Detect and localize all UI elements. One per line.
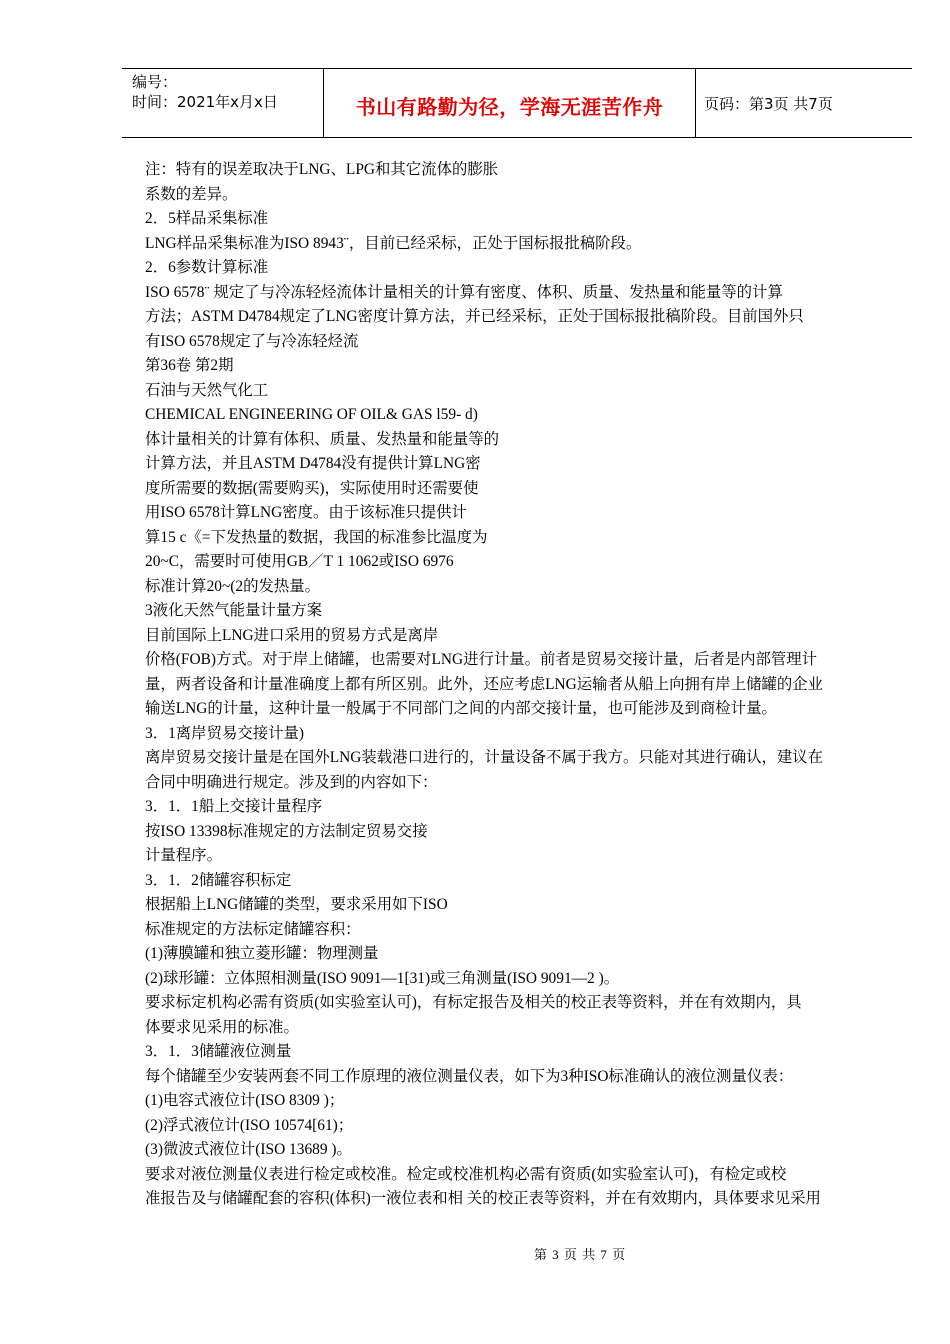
text-line: 用ISO 6578计算LNG密度。由于该标准只提供计 (145, 504, 467, 521)
text-line: 合同中明确进行规定。涉及到的内容如下： (145, 773, 438, 791)
text-line: 度所需要的数据(需要购买)，实际使用时还需要使 (145, 479, 479, 497)
text-line: ISO 6578¨ 规定了与冷冻轻烃流体计量相关的计算有密度、体积、质量、发热量和能量等的计算 (145, 283, 783, 301)
text-line: 方法；ASTM D4784规定了LNG密度计算方法，并已经采标，正处于国标报批稿阶段。目前国外只 (145, 308, 804, 325)
text-line: 标准计算20~(2的发热量。 (145, 577, 321, 595)
text-line: 量，两者设备和计量准确度上都有所区别。此外，还应考虑LNG运输者从船上向拥有岸上储罐的企业 (145, 675, 824, 693)
text-line: 离岸贸易交接计量是在国外LNG装载港口进行的，计量设备不属于我方。只能对其进行确认，建议在 (145, 749, 824, 766)
text-line: 3液化天然气能量计量方案 (145, 602, 322, 619)
text-line: 输送LNG的计量，这种计量一般属于不同部门之间的内部交接计量，也可能涉及到商检计量。 (145, 700, 777, 717)
text-line: 3．1．1船上交接计量程序 (145, 798, 322, 815)
text-line: (3)微波式液位计(ISO 13689 )。 (145, 1141, 352, 1158)
text-line: 根据船上LNG储罐的类型，要求采用如下ISO (145, 896, 448, 913)
text-line: 价格(FOB)方式。对于岸上储罐，也需要对LNG进行计量。前者是贸易交接计量，后者是内部管理计 (145, 651, 818, 668)
serial-label: 编号： (132, 73, 178, 91)
text-line: 注：特有的误差取决于LNG、LPG和其它流体的膨胀 (145, 161, 499, 178)
text-line: 2．5样品采集标准 (145, 210, 269, 227)
text-line: 3．1．2储罐容积标定 (145, 871, 292, 889)
text-line: 计算方法，并且ASTM D4784没有提供计算LNG密 (145, 455, 481, 472)
text-line: 体计量相关的计算有体积、质量、发热量和能量等的 (145, 430, 499, 448)
text-line: 系数的差异。 (145, 185, 238, 203)
text-line: 3．1．3储罐液位测量 (145, 1043, 292, 1060)
text-line: LNG样品采集标准为ISO 8943¨，目前已经采标，正处于国标报批稿阶段。 (145, 234, 642, 252)
motto: 书山有路勤为径，学海无涯苦作舟 (355, 95, 664, 119)
text-line: 准报告及与储罐配套的容积(体积)一液位表和相 关的校正表等资料，并在有效期内，具体要求见采用 (145, 1190, 821, 1207)
header-info-cell (122, 69, 324, 137)
text-line: 目前国际上LNG进口采用的贸易方式是离岸 (145, 626, 439, 644)
document-body (145, 158, 905, 1212)
header-page-cell (696, 69, 912, 137)
text-line: 体要求见采用的标准。 (145, 1018, 299, 1036)
header-motto-cell (324, 69, 696, 137)
text-line: (1)薄膜罐和独立菱形罐：物理测量 (145, 945, 379, 962)
time-label: 时间：2021年x月x日 (132, 93, 278, 111)
text-line: 要求对液位测量仪表进行检定或校准。检定或校准机构必需有资质(如实验室认可)，有检定或校 (145, 1165, 787, 1183)
text-line: 计量程序。 (145, 847, 222, 864)
text-line: 每个储罐至少安装两套不同工作原理的液位测量仪表，如下为3种ISO标准确认的液位测量仪表： (145, 1067, 794, 1085)
text-line: (2)球形罐：立体照相测量(ISO 9091—1[31)或三角测量(ISO 9091—2 )。 (145, 969, 620, 987)
page-header (122, 68, 912, 138)
text-line: 按ISO 13398标准规定的方法制定贸易交接 (145, 822, 428, 840)
text-line: 2．6参数计算标准 (145, 259, 269, 276)
page-footer: 第 3 页 共 7 页 (533, 1247, 627, 1262)
page-code: 页码：第3页 共7页 (704, 95, 833, 113)
text-line: 20~C，需要时可使用GB／T 1 1062或ISO 6976 (145, 553, 454, 570)
text-line: 要求标定机构必需有资质(如实验室认可)，有标定报告及相关的校正表等资料，并在有效期内，具 (145, 994, 802, 1011)
text-line: CHEMICAL ENGINEERING OF OIL& GAS l59- d) (145, 406, 478, 423)
text-line: (2)浮式液位计(ISO 10574[61)； (145, 1116, 354, 1134)
text-line: 算15 c《=下发热量的数据，我国的标准参比温度为 (145, 528, 488, 546)
text-line: (1)电容式液位计(ISO 8309 )； (145, 1092, 345, 1109)
text-line: 石油与天然气化工 (145, 381, 269, 399)
text-line: 第36卷 第2期 (145, 357, 234, 374)
text-line: 3．1离岸贸易交接计量) (145, 724, 305, 742)
text-line: 标准规定的方法标定储罐容积： (145, 920, 361, 938)
text-line: 有ISO 6578规定了与冷冻轻烃流 (145, 332, 359, 350)
